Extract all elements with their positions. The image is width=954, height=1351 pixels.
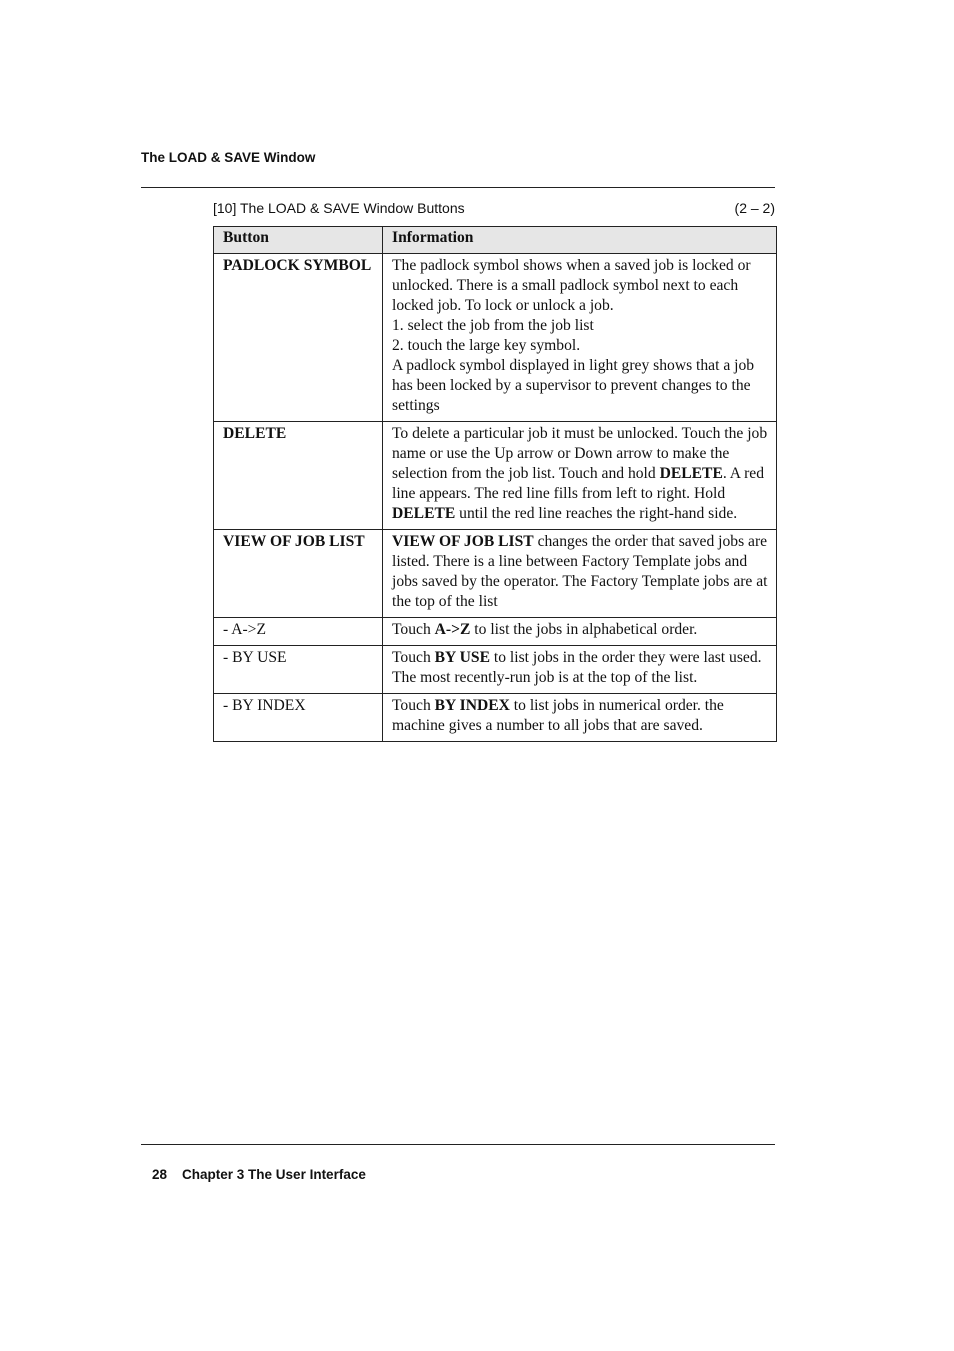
information-keyword: A->Z: [434, 621, 471, 638]
information-cell: [383, 694, 777, 742]
table-row: [214, 254, 777, 422]
information-text: to list the jobs in alphabetical order.: [470, 621, 698, 638]
table-row: [214, 646, 777, 694]
header-rule: [141, 187, 775, 188]
button-name-cell: - BY INDEX: [214, 694, 383, 742]
table-caption-title: [10] The LOAD & SAVE Window Buttons: [213, 200, 465, 216]
information-text: to list jobs in the order they were last used. The most recently-run job is at the top of the list.: [392, 649, 762, 686]
table-row: [214, 530, 777, 618]
table-caption: [213, 200, 775, 216]
information-text: . A red line appears. The red line fills from left to right. Hold: [392, 465, 765, 502]
button-name-cell: PADLOCK SYMBOL: [214, 254, 383, 422]
column-header-button: Button: [214, 227, 383, 254]
table-caption-part: (2 – 2): [734, 200, 775, 216]
information-text: until the red line reaches the right-hand side.: [455, 505, 738, 522]
footer-rule: [141, 1144, 775, 1145]
chapter-title: Chapter 3 The User Interface: [182, 1167, 366, 1182]
information-cell: [383, 618, 777, 646]
information-keyword: BY USE: [434, 649, 490, 666]
information-text: Touch: [392, 649, 435, 666]
buttons-table: [213, 226, 777, 742]
button-name-cell: - BY USE: [214, 646, 383, 694]
page-footer: [152, 1167, 366, 1182]
information-keyword: VIEW OF JOB LIST: [392, 533, 534, 550]
information-keyword: BY INDEX: [434, 697, 510, 714]
information-text: The padlock symbol shows when a saved job is locked or unlocked. There is a small padlock symbol next to each locked job. To lock or unlock a job.: [392, 257, 751, 314]
information-text: to list jobs in numerical order. the machine gives a number to all jobs that are saved.: [392, 697, 724, 734]
information-text: changes the order that saved jobs are listed. There is a line between Factory Template jobs and jobs saved by the operator. The Factory Template jobs are at the top of the list: [392, 533, 768, 610]
button-name-cell: DELETE: [214, 422, 383, 530]
information-text: To delete a particular job it must be unlocked. Touch the job name or use the Up arrow or Down arrow to make the selection from the job list. Touch and hold: [392, 425, 768, 482]
table-row: [214, 694, 777, 742]
information-step: 2. touch the large key symbol.: [392, 337, 581, 354]
table-row: [214, 618, 777, 646]
information-text: A padlock symbol displayed in light grey shows that a job has been locked by a supervisor to prevent changes to the settings: [392, 357, 755, 414]
information-step: 1. select the job from the job list: [392, 317, 594, 334]
information-text: Touch: [392, 697, 435, 714]
information-cell: [383, 530, 777, 618]
button-name-cell: - A->Z: [214, 618, 383, 646]
information-keyword: DELETE: [392, 505, 456, 522]
table-header-row: [214, 227, 777, 254]
page-number: 28: [152, 1167, 168, 1182]
table-row: [214, 422, 777, 530]
column-header-information: Information: [383, 227, 777, 254]
information-cell: [383, 254, 777, 422]
button-name-cell: VIEW OF JOB LIST: [214, 530, 383, 618]
information-cell: [383, 422, 777, 530]
running-header-title: The LOAD & SAVE Window: [141, 150, 316, 165]
information-text: Touch: [392, 621, 435, 638]
information-keyword: DELETE: [659, 465, 723, 482]
information-cell: [383, 646, 777, 694]
